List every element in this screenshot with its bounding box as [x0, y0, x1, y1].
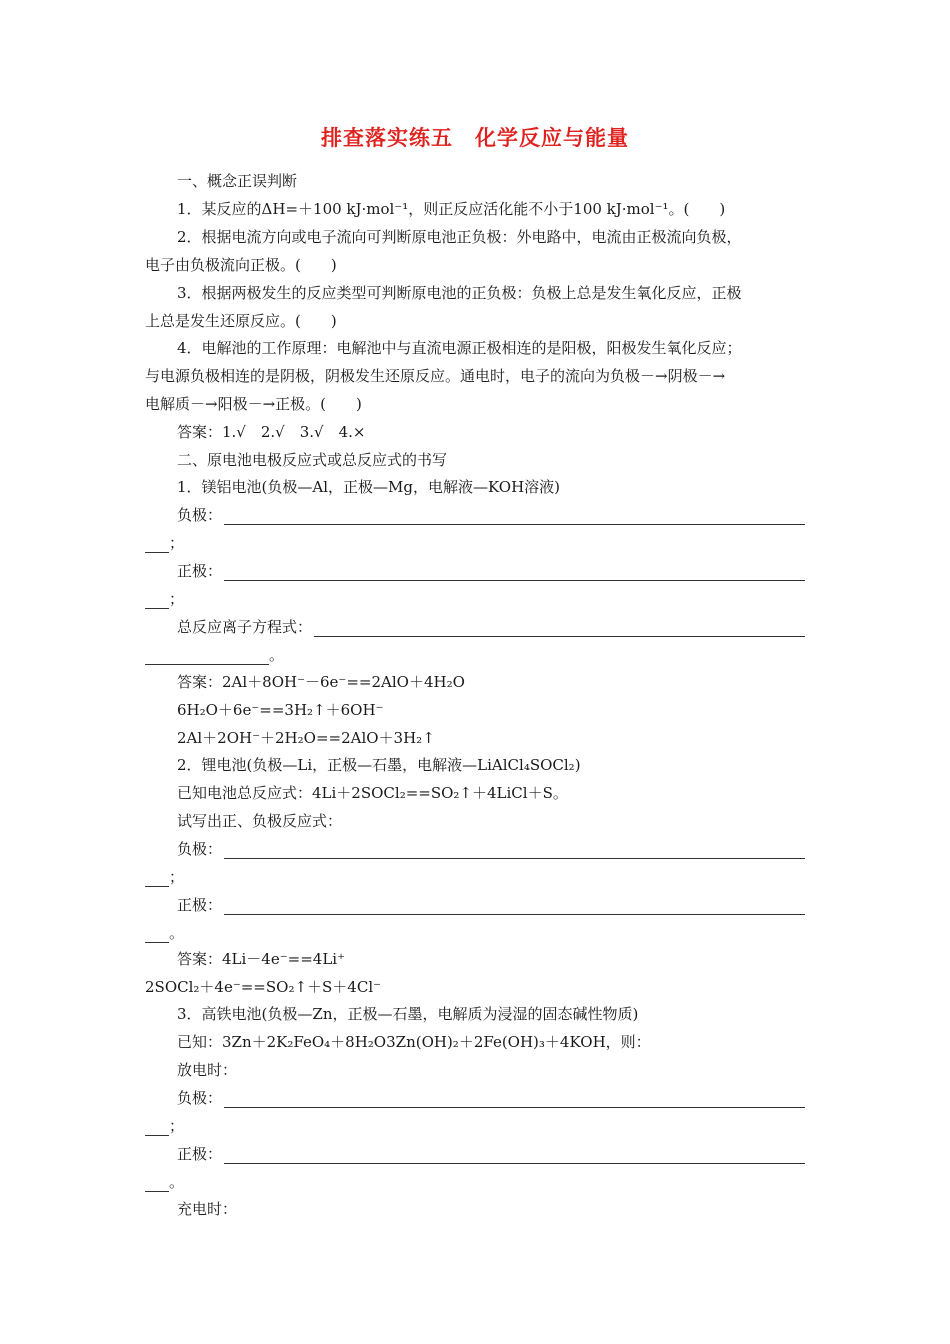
semicolon: ；: [169, 1117, 185, 1135]
answer-blank[interactable]: [224, 898, 805, 915]
page-title: 排查落实练五 化学反应与能量: [321, 126, 629, 150]
answer-blank[interactable]: [224, 842, 805, 859]
semicolon: ；: [169, 590, 185, 608]
question-2-line2: 电子由负极流向正极。( ): [145, 256, 337, 274]
battery3-title: 3．高铁电池(负极—Zn，正极—石墨，电解质为浸湿的固态碱性物质): [177, 1005, 639, 1023]
battery3-positive-tail: [145, 1172, 184, 1192]
battery3-positive-field[interactable]: [177, 1144, 805, 1164]
question-4-line2: 与电源负极相连的是阴极，阴极发生还原反应。通电时，电子的流向为负极－→阴极－→: [145, 367, 726, 385]
answer-blank-continued[interactable]: [145, 536, 169, 553]
battery3-charge-label: 充电时：: [177, 1200, 238, 1218]
battery1-answer-3: 2Al＋2OH⁻＋2H₂O==2AlO＋3H₂↑: [177, 729, 435, 747]
battery2-negative-tail: [145, 867, 184, 887]
question-1: 1．某反应的ΔH=＋100 kJ·mol⁻¹，则正反应活化能不小于100 kJ·mol⁻¹。( ): [177, 200, 726, 218]
battery2-positive-tail: [145, 923, 184, 943]
answer-blank-continued[interactable]: [145, 1119, 169, 1136]
battery2-positive-field[interactable]: [177, 895, 805, 915]
section2-heading: 二、原电池电极反应式或总反应式的书写: [177, 451, 448, 469]
question-2-line1: 2．根据电流方向或电子流向可判断原电池正负极：外电路中，电流由正极流向负极，: [177, 228, 742, 246]
period: 。: [269, 646, 285, 664]
battery1-negative-field[interactable]: [177, 505, 805, 525]
battery2-negative-field[interactable]: [177, 839, 805, 859]
battery3-negative-field[interactable]: [177, 1088, 805, 1108]
battery1-negative-label: 负极：: [177, 506, 223, 524]
battery2-answer-2: 2SOCl₂＋4e⁻==SO₂↑＋S＋4Cl⁻: [145, 978, 382, 996]
battery1-answer-2: 6H₂O＋6e⁻==3H₂↑＋6OH⁻: [177, 701, 384, 719]
battery2-negative-label: 负极：: [177, 840, 223, 858]
period: 。: [169, 1173, 185, 1191]
answer-blank[interactable]: [224, 564, 805, 581]
question-3-line1: 3．根据两极发生的反应类型可判断原电池的正负极：负极上总是发生氧化反应，正极: [177, 284, 742, 302]
answer-blank[interactable]: [224, 1147, 805, 1164]
battery1-answer-1: 答案：2Al＋8OH⁻－6e⁻==2AlO＋4H₂O: [177, 673, 465, 691]
answer-blank[interactable]: [314, 620, 805, 637]
period: 。: [169, 924, 185, 942]
question-4-line1: 4．电解池的工作原理：电解池中与直流电源正极相连的是阳极，阳极发生氧化反应；: [177, 339, 742, 357]
battery1-total-label: 总反应离子方程式：: [177, 618, 313, 636]
semicolon: ；: [169, 868, 185, 886]
question-3-line2: 上总是发生还原反应。( ): [145, 312, 337, 330]
battery2-prompt: 试写出正、负极反应式：: [177, 812, 343, 830]
question-4-line3: 电解质－→阳极－→正极。( ): [145, 395, 362, 413]
battery1-title: 1．镁铝电池(负极—Al，正极—Mg，电解液—KOH溶液): [177, 478, 561, 496]
semicolon: ；: [169, 534, 185, 552]
battery1-total-tail: [145, 645, 284, 665]
battery3-given: 已知：3Zn＋2K₂FeO₄＋8H₂O3Zn(OH)₂＋2Fe(OH)₃＋4KOH，则：: [177, 1033, 651, 1051]
answer-blank-continued[interactable]: [145, 926, 169, 943]
battery3-positive-label: 正极：: [177, 1145, 223, 1163]
answer-blank-continued[interactable]: [145, 592, 169, 609]
battery1-total-field[interactable]: [177, 617, 805, 637]
section1-heading: 一、概念正误判断: [177, 172, 298, 190]
answer-blank[interactable]: [224, 1091, 805, 1108]
battery3-discharge-label: 放电时：: [177, 1061, 238, 1079]
battery1-positive-tail: [145, 589, 184, 609]
battery3-negative-tail: [145, 1116, 184, 1136]
answer-blank-continued[interactable]: [145, 870, 169, 887]
answer-blank[interactable]: [224, 508, 805, 525]
battery2-answer-1: 答案：4Li－4e⁻==4Li⁺: [177, 950, 345, 968]
battery2-given: 已知电池总反应式：4Li＋2SOCl₂==SO₂↑＋4LiCl＋S。: [177, 784, 568, 802]
answer-blank-continued[interactable]: [145, 648, 269, 665]
battery2-positive-label: 正极：: [177, 896, 223, 914]
battery2-title: 2．锂电池(负极—Li，正极—石墨，电解液—LiAlCl₄SOCl₂): [177, 756, 581, 774]
battery1-positive-label: 正极：: [177, 562, 223, 580]
section1-answer: 答案：1.√ 2.√ 3.√ 4.×: [177, 423, 366, 441]
battery1-negative-tail: [145, 533, 184, 553]
answer-blank-continued[interactable]: [145, 1175, 169, 1192]
battery1-positive-field[interactable]: [177, 561, 805, 581]
battery3-negative-label: 负极：: [177, 1089, 223, 1107]
